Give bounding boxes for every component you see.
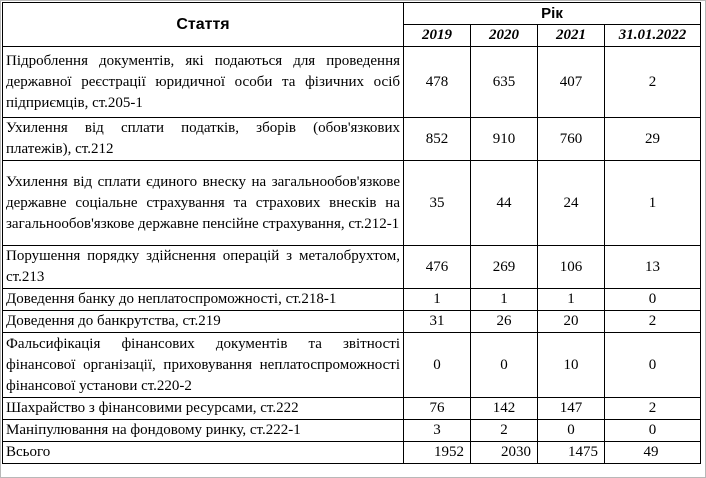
total-label: Всього [3, 442, 404, 464]
article-cell: Ухилення від сплати податків, зборів (обов'язкових платежів), ст.212 [3, 118, 404, 161]
value-cell-2021: 147 [538, 398, 605, 420]
value-cell-2022: 29 [605, 118, 701, 161]
header-row-top [3, 3, 701, 25]
article-cell: Шахрайство з фінансовими ресурсами, ст.222 [3, 398, 404, 420]
value-cell-2021: 20 [538, 311, 605, 333]
value-cell-2022: 2 [605, 311, 701, 333]
value-cell-2021: 0 [538, 420, 605, 442]
table-row [3, 420, 701, 442]
value-cell-2020: 44 [471, 161, 538, 246]
table-row [3, 289, 701, 311]
value-cell-2020: 26 [471, 311, 538, 333]
article-cell: Доведення до банкрутства, ст.219 [3, 311, 404, 333]
value-cell-2019: 76 [404, 398, 471, 420]
value-cell-2022: 0 [605, 333, 701, 398]
table-row [3, 311, 701, 333]
value-cell-2022: 13 [605, 246, 701, 289]
value-cell-2022: 0 [605, 420, 701, 442]
value-cell-2020: 910 [471, 118, 538, 161]
value-cell-2019: 852 [404, 118, 471, 161]
total-row [3, 442, 701, 464]
value-cell-2019: 35 [404, 161, 471, 246]
value-cell-2021: 106 [538, 246, 605, 289]
value-cell-2021: 24 [538, 161, 605, 246]
value-cell-2019: 0 [404, 333, 471, 398]
value-cell-2021: 760 [538, 118, 605, 161]
article-cell: Ухилення від сплати єдиного внеску на загальнообов'язкове державне соціальне страхування та страхових внесків на загальнообов'язкове державне пенсійне страхування, ст.212-1 [3, 161, 404, 246]
value-cell-2019: 3 [404, 420, 471, 442]
value-cell-2020: 635 [471, 47, 538, 118]
value-cell-2021: 407 [538, 47, 605, 118]
header-year-2021: 2021 [538, 25, 605, 47]
article-cell: Маніпулювання на фондовому ринку, ст.222-1 [3, 420, 404, 442]
value-cell-2019: 476 [404, 246, 471, 289]
header-year-group: Рік [404, 3, 701, 25]
table-row [3, 161, 701, 246]
value-cell-2022: 0 [605, 289, 701, 311]
value-cell-2022: 2 [605, 398, 701, 420]
value-cell-2022: 1 [605, 161, 701, 246]
value-cell-2019: 478 [404, 47, 471, 118]
value-cell-2020: 142 [471, 398, 538, 420]
value-cell-2020: 2 [471, 420, 538, 442]
article-cell: Порушення порядку здійснення операцій з металобрухтом, ст.213 [3, 246, 404, 289]
statistics-table [2, 2, 701, 464]
value-cell-2021: 1 [538, 289, 605, 311]
table-row [3, 333, 701, 398]
value-cell-2022: 2 [605, 47, 701, 118]
header-year-2020: 2020 [471, 25, 538, 47]
total-cell-2019: 1952 [404, 442, 471, 464]
total-cell-2020: 2030 [471, 442, 538, 464]
table-row [3, 47, 701, 118]
value-cell-2019: 31 [404, 311, 471, 333]
value-cell-2020: 269 [471, 246, 538, 289]
total-cell-2021: 1475 [538, 442, 605, 464]
article-cell: Доведення банку до неплатоспроможності, ст.218-1 [3, 289, 404, 311]
value-cell-2020: 1 [471, 289, 538, 311]
table-row [3, 398, 701, 420]
table-row [3, 246, 701, 289]
article-cell: Фальсифікація фінансових документів та звітності фінансової організації, приховування неплатоспроможності фінансової установи ст.220-2 [3, 333, 404, 398]
header-year-2022-jan: 31.01.2022 [605, 25, 701, 47]
value-cell-2020: 0 [471, 333, 538, 398]
total-cell-2022: 49 [605, 442, 701, 464]
value-cell-2019: 1 [404, 289, 471, 311]
value-cell-2021: 10 [538, 333, 605, 398]
article-cell: Підроблення документів, які подаються для проведення державної реєстрації юридичної особи та фізичних осіб підприємців, ст.205-1 [3, 47, 404, 118]
header-year-2019: 2019 [404, 25, 471, 47]
table-row [3, 118, 701, 161]
header-article: Стаття [3, 3, 404, 47]
